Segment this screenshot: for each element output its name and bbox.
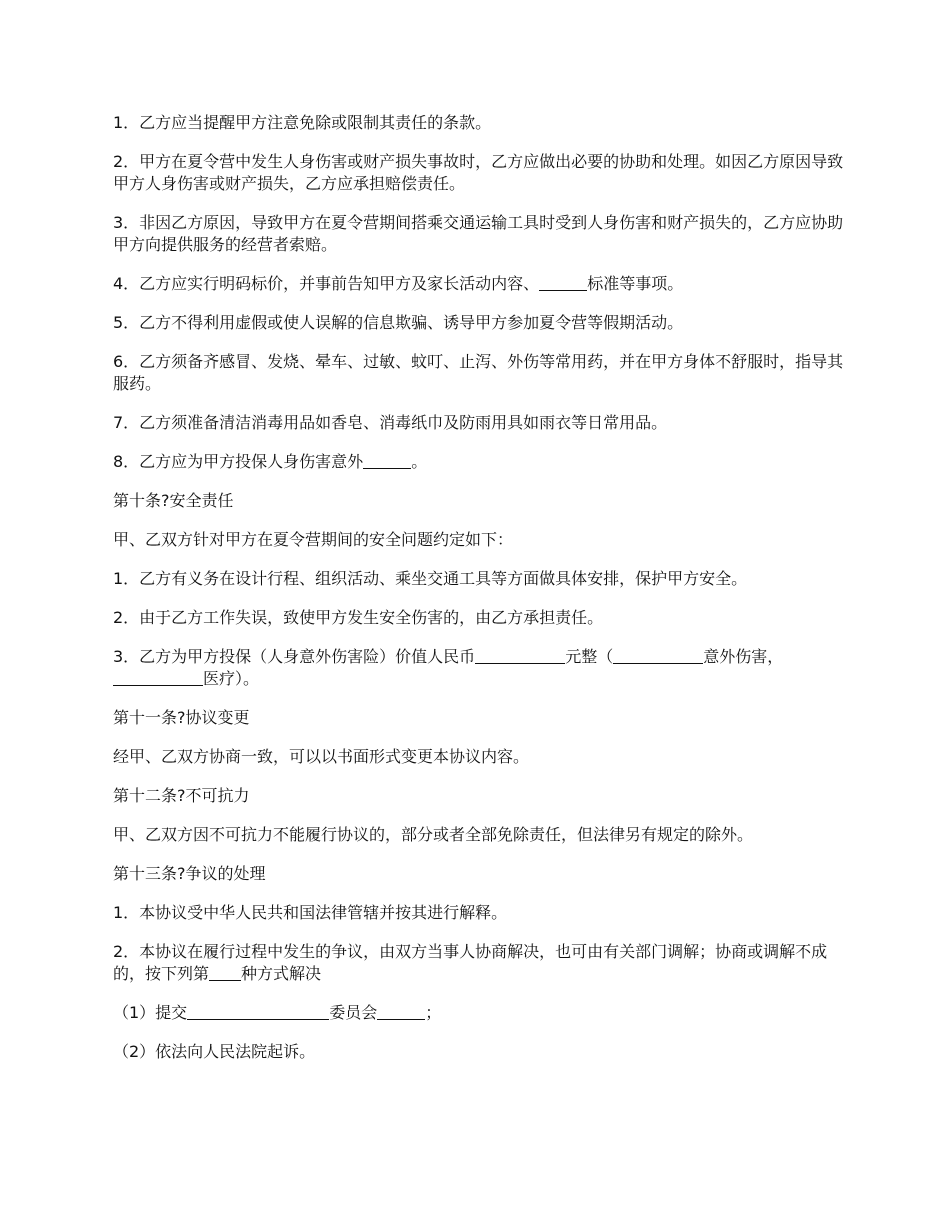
fill-in-blank [363, 452, 411, 469]
paragraph-text: ； [425, 1003, 442, 1022]
paragraph-p20 [113, 941, 853, 985]
paragraph-text: 2．由于乙方工作失误，致使甲方发生安全伤害的，由乙方承担责任。 [113, 608, 604, 627]
paragraph-p2 [113, 151, 853, 195]
paragraph-text: 2．本协议在履行过程中发生的争议，由双方当事人协商解决，也可由有关部门调解；协商或调解不成的，按下列第 [113, 942, 828, 983]
paragraph-text: 第十一条?协议变更 [113, 708, 250, 727]
paragraph-text: （2）依法向人民法院起诉。 [113, 1042, 316, 1061]
fill-in-blank [377, 1003, 425, 1020]
paragraph-p1 [113, 112, 853, 134]
paragraph-text: 2．甲方在夏令营中发生人身伤害或财产损失事故时，乙方应做出必要的协助和处理。如因乙方原因导致甲方人身伤害或财产损失，乙方应承担赔偿责任。 [113, 152, 844, 193]
paragraph-p22 [113, 1041, 853, 1063]
paragraph-p13 [113, 646, 853, 690]
paragraph-text: 甲、乙双方针对甲方在夏令营期间的安全问题约定如下： [113, 530, 514, 549]
paragraph-p21 [113, 1002, 853, 1024]
paragraph-text: 1．乙方有义务在设计行程、组织活动、乘坐交通工具等方面做具体安排，保护甲方安全。 [113, 569, 748, 588]
paragraph-p15 [113, 746, 853, 768]
paragraph-text: 3．乙方为甲方投保（人身意外伤害险）价值人民币 [113, 647, 476, 666]
paragraph-text: 3．非因乙方原因，导致甲方在夏令营期间搭乘交通运输工具时受到人身伤害和财产损失的，乙方应协助甲方向提供服务的经营者索赔。 [113, 213, 844, 254]
fill-in-blank [113, 669, 203, 686]
fill-in-blank [613, 647, 703, 664]
fill-in-blank [187, 1003, 329, 1020]
document-body [113, 112, 853, 1080]
paragraph-p18 [113, 863, 853, 885]
paragraph-p8 [113, 451, 853, 473]
paragraph-text: 8．乙方应为甲方投保人身伤害意外 [113, 452, 364, 471]
paragraph-text: 第十二条?不可抗力 [113, 786, 250, 805]
paragraph-text: （1）提交 [113, 1003, 188, 1022]
paragraph-p6 [113, 351, 853, 395]
paragraph-p10 [113, 529, 853, 551]
paragraph-p16 [113, 785, 853, 807]
paragraph-text: 1．本协议受中华人民共和国法律管辖并按其进行解释。 [113, 903, 508, 922]
paragraph-p3 [113, 212, 853, 256]
paragraph-text: 种方式解决 [241, 964, 322, 983]
paragraph-p7 [113, 412, 853, 434]
paragraph-p19 [113, 902, 853, 924]
paragraph-p11 [113, 568, 853, 590]
paragraph-text: 委员会 [329, 1003, 378, 1022]
fill-in-blank [475, 647, 565, 664]
paragraph-text: 意外伤害， [703, 647, 784, 666]
paragraph-text: 6．乙方须备齐感冒、发烧、晕车、过敏、蚊叮、止泻、外伤等常用药，并在甲方身体不舒服时，指导其服药。 [113, 352, 844, 393]
paragraph-text: 医疗）。 [203, 669, 260, 688]
paragraph-text: 1．乙方应当提醒甲方注意免除或限制其责任的条款。 [113, 113, 492, 132]
paragraph-p5 [113, 312, 853, 334]
paragraph-p4 [113, 273, 853, 295]
paragraph-text: 经甲、乙双方协商一致，可以以书面形式变更本协议内容。 [113, 747, 530, 766]
paragraph-text: 甲、乙双方因不可抗力不能履行协议的，部分或者全部免除责任，但法律另有规定的除外。 [113, 825, 754, 844]
paragraph-text: 7．乙方须准备清洁消毒用品如香皂、消毒纸巾及防雨用具如雨衣等日常用品。 [113, 413, 668, 432]
paragraph-p12 [113, 607, 853, 629]
fill-in-blank [539, 274, 587, 291]
paragraph-text: 4．乙方应实行明码标价，并事前告知甲方及家长活动内容、 [113, 274, 540, 293]
paragraph-text: 。 [411, 452, 428, 471]
paragraph-text: 第十条?安全责任 [113, 491, 234, 510]
paragraph-text: 标准等事项。 [587, 274, 684, 293]
paragraph-p14 [113, 707, 853, 729]
paragraph-text: 元整（ [565, 647, 614, 666]
paragraph-p9 [113, 490, 853, 512]
paragraph-text: 5．乙方不得利用虚假或使人误解的信息欺骗、诱导甲方参加夏令营等假期活动。 [113, 313, 684, 332]
fill-in-blank [209, 964, 241, 981]
paragraph-p17 [113, 824, 853, 846]
paragraph-text: 第十三条?争议的处理 [113, 864, 266, 883]
